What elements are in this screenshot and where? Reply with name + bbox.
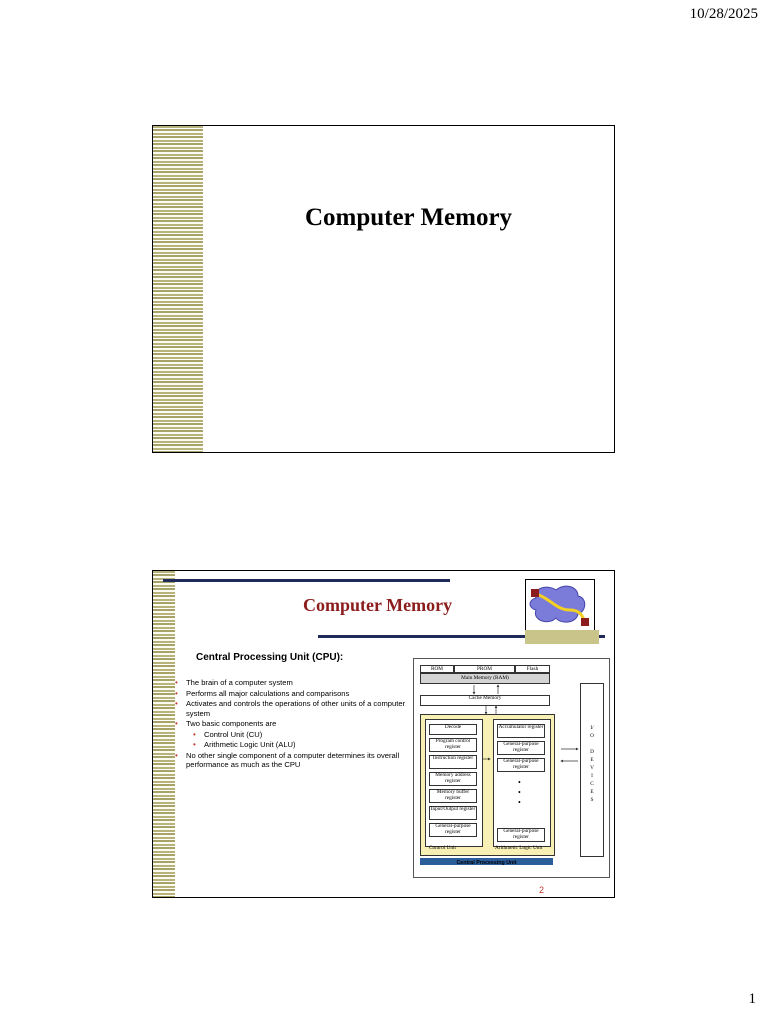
memory-address-register-cell: Memory address register xyxy=(429,772,477,786)
cpu-subheading: Central Processing Unit (CPU): xyxy=(196,652,344,663)
slide-2-title: Computer Memory xyxy=(303,595,453,615)
bullet-item: • Two basic components are xyxy=(175,719,411,729)
general-purpose-register-cell: General-purpose register xyxy=(429,823,477,837)
rom-box: ROM xyxy=(420,665,454,673)
network-logo-icon xyxy=(525,579,595,631)
general-purpose-register-cell: General-purpose register xyxy=(497,758,545,772)
io-devices-label: I/ O D E V I C E S xyxy=(590,725,594,803)
decorative-stripe-bar xyxy=(153,126,203,452)
title-rule-top xyxy=(163,579,450,582)
slide-number: 2 xyxy=(538,885,544,895)
prom-box: PROM xyxy=(454,665,515,673)
bullet-item: • Performs all major calculations and comparisons xyxy=(175,689,411,699)
cpu-label: Central Processing Unit xyxy=(456,860,517,866)
sub-bullet-item: • Control Unit (CU) xyxy=(175,730,411,740)
bullet-item: • The brain of a computer system xyxy=(175,678,411,688)
slide-2 xyxy=(152,570,615,898)
print-date: 10/28/2025 xyxy=(689,6,758,22)
cpu-diagram xyxy=(413,658,610,878)
memory-buffer-register-cell: Memory buffer register xyxy=(429,789,477,803)
instruction-register-cell: Instruction register xyxy=(429,755,477,769)
ellipsis-dots: • • • xyxy=(518,778,521,807)
bullet-item: • Activates and controls the operations of other units of a computer system xyxy=(175,699,411,718)
general-purpose-register-cell: General-purpose register xyxy=(497,741,545,755)
cpu-bullet-list xyxy=(175,678,411,771)
sub-bullet-item: • Arithmetic Logic Unit (ALU) xyxy=(175,740,411,750)
cache-memory-box: Cache Memory xyxy=(420,695,550,706)
page-number: 1 xyxy=(748,991,756,1007)
decorative-stripe-bar xyxy=(153,571,175,897)
main-memory-box: Main Memory (RAM) xyxy=(420,673,550,684)
flash-box: Flash xyxy=(515,665,550,673)
alu-label: Arithmetic Logic Unit xyxy=(495,845,543,851)
logo-underline-bar xyxy=(525,630,599,644)
input-output-register-cell: Input/Output register xyxy=(429,806,477,820)
slide-1-title: Computer Memory xyxy=(304,204,513,231)
control-unit-label: Control Unit xyxy=(429,845,456,851)
diagram-arrows xyxy=(414,659,609,877)
decode-cell: Decode xyxy=(429,724,477,735)
bullet-item: • No other single component of a computer determines its overall performance as much as the CPU xyxy=(175,751,411,770)
program-control-register-cell: Program control register xyxy=(429,738,477,752)
general-purpose-register-cell: General-purpose register xyxy=(497,828,545,842)
slide-1 xyxy=(152,125,615,453)
accumulator-register-cell: Accumulator register xyxy=(497,724,545,738)
